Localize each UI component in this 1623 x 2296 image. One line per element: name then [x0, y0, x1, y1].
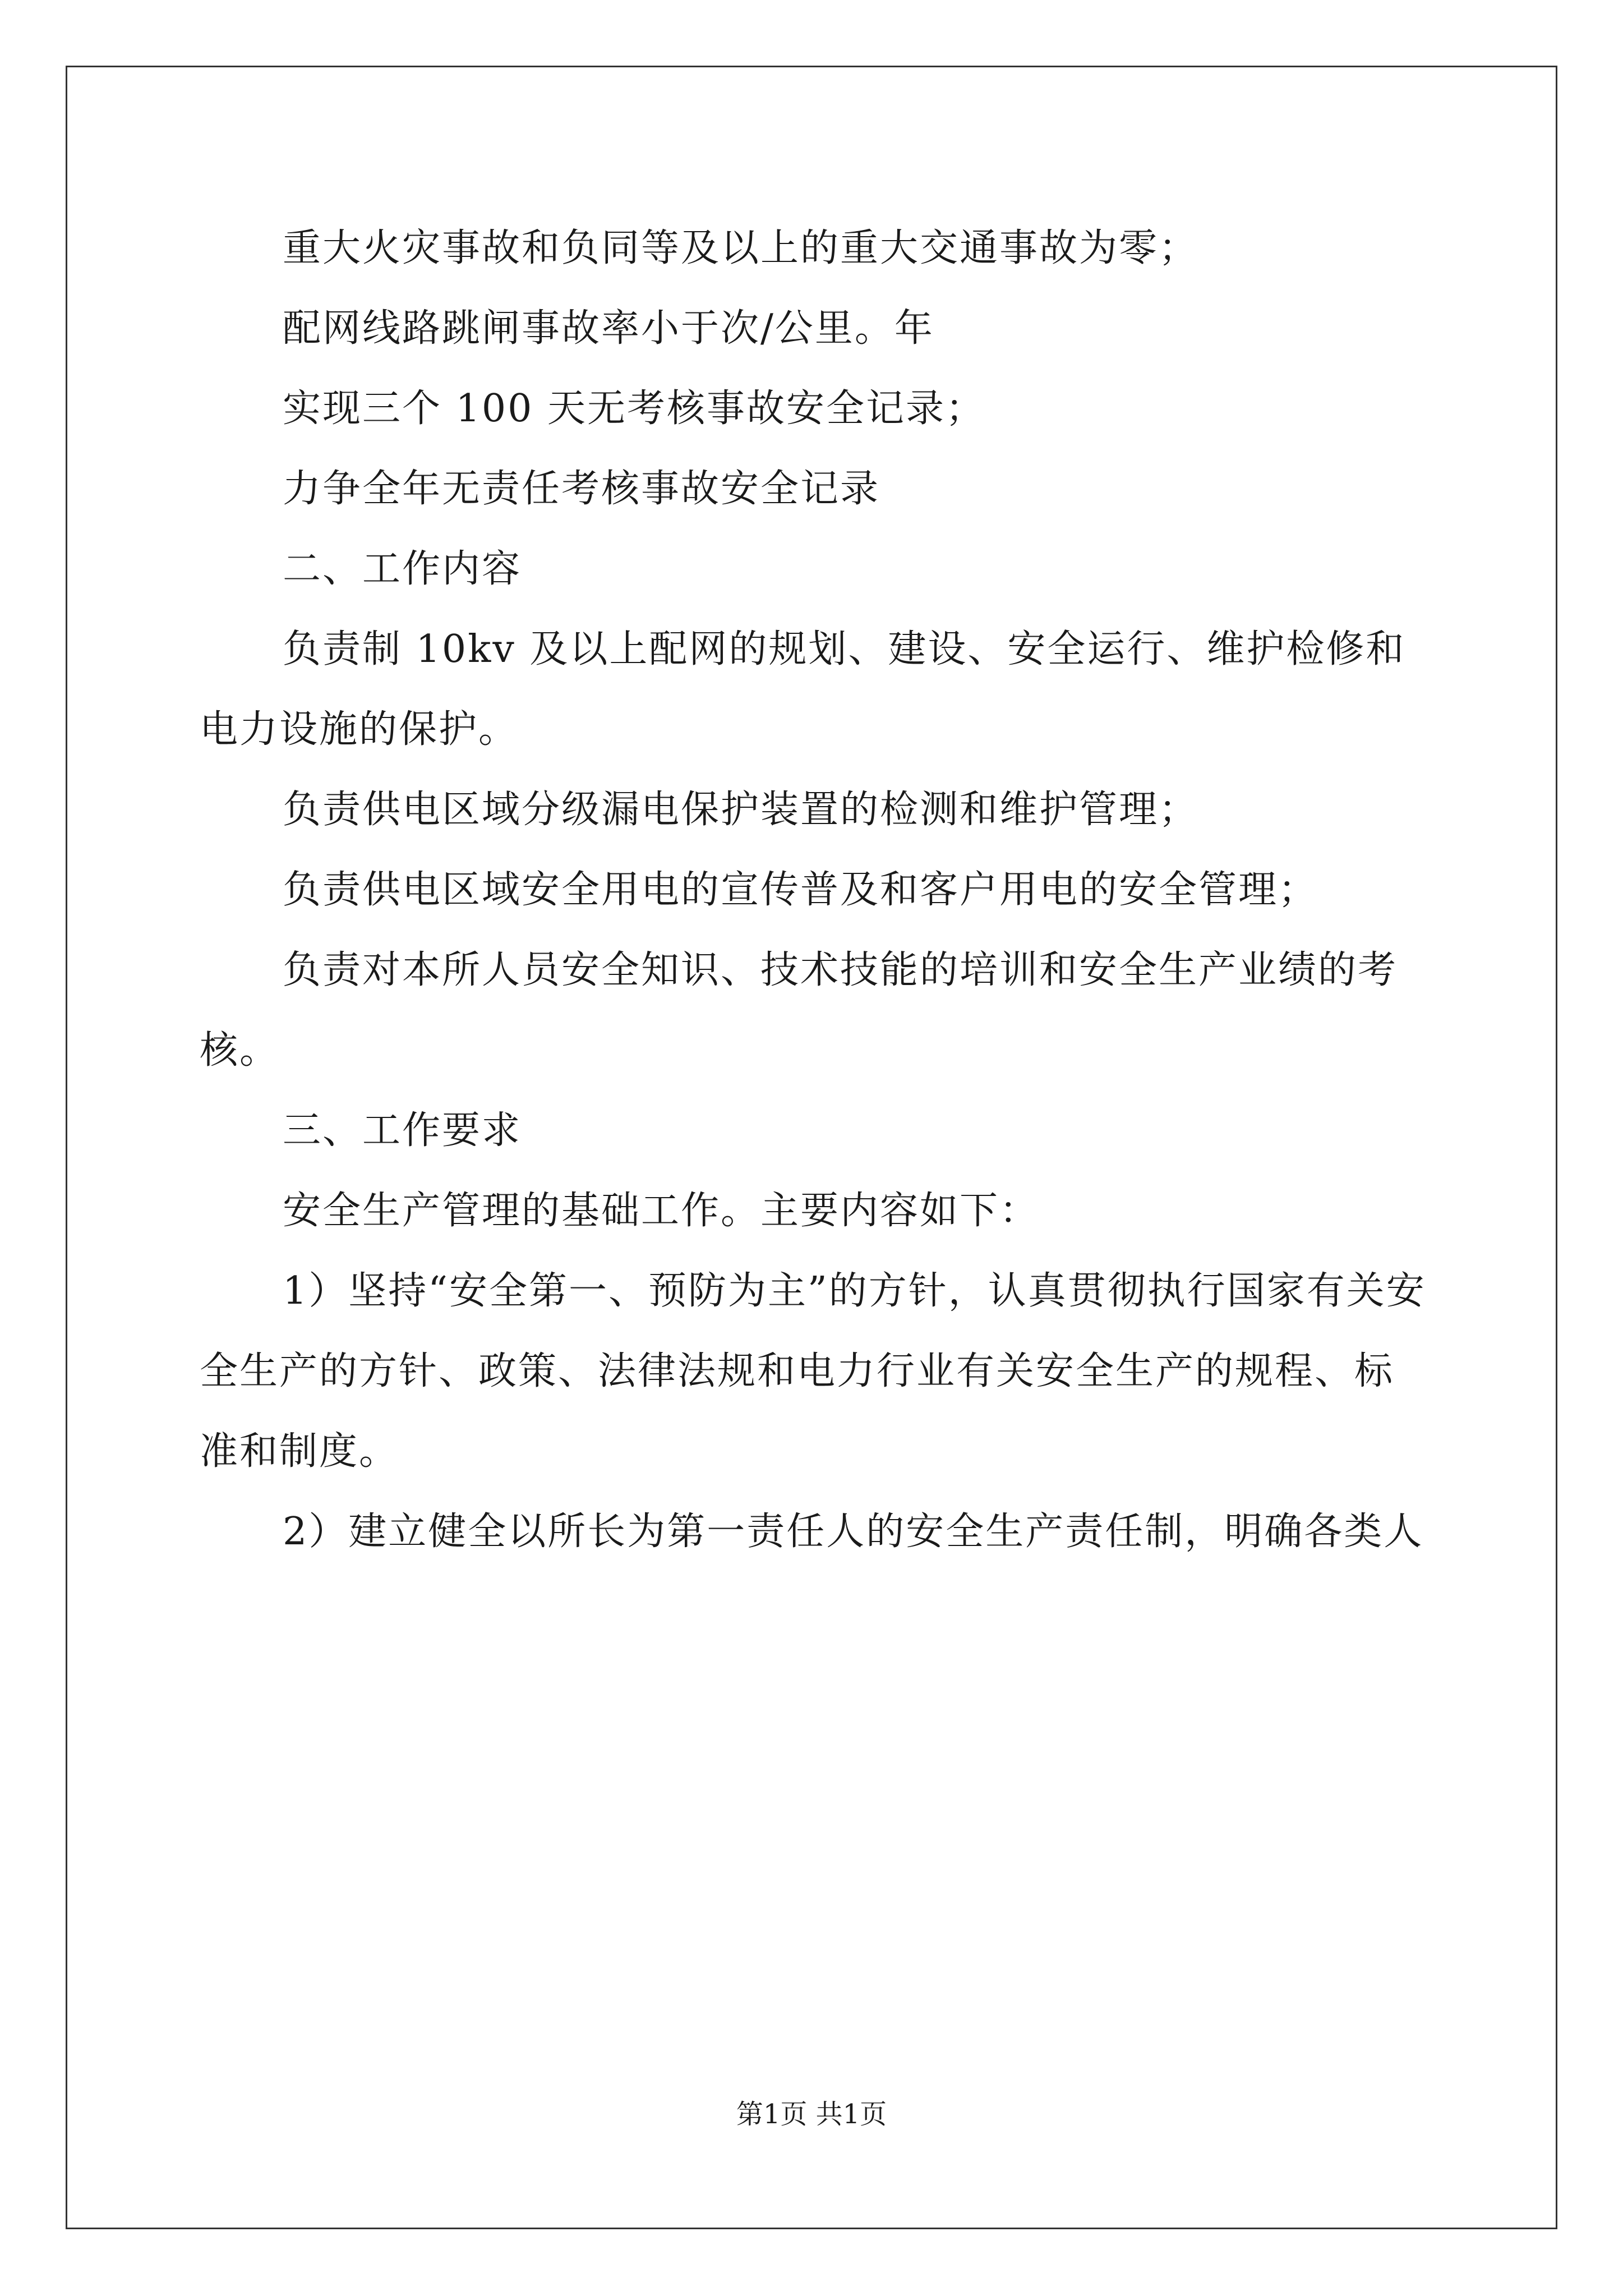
paragraph-2: 配网线路跳闸事故率小于次/公里。年 — [283, 306, 934, 351]
page-number-footer: 第1页 共1页 — [736, 2099, 887, 2130]
paragraph-12: 1）坚持“安全第一、预防为主”的方针，认真贯彻执行国家有关安全生产的方针、政策、法律法规和电力行业有关安全生产的规程、标准和制度。 — [200, 1269, 1426, 1474]
paragraph-9: 负责对本所人员安全知识、技术技能的培训和安全生产业绩的考核。 — [200, 948, 1398, 1073]
paragraph-13: 2）建立健全以所长为第一责任人的安全生产责任制，明确各类人 — [283, 1510, 1424, 1554]
paragraph-7: 负责供电区域分级漏电保护装置的检测和维护管理； — [283, 788, 1199, 832]
paragraph-8: 负责供电区域安全用电的宣传普及和客户用电的安全管理； — [283, 868, 1318, 912]
paragraph-1: 重大火灾事故和负同等及以上的重大交通事故为零； — [283, 226, 1199, 270]
section-heading-2: 二、工作内容 — [283, 547, 522, 591]
paragraph-6: 负责制 10kv 及以上配网的规划、建设、安全运行、维护检修和电力设施的保护。 — [200, 627, 1406, 752]
paragraph-11: 安全生产管理的基础工作。主要内容如下： — [283, 1189, 1040, 1233]
section-heading-3: 三、工作要求 — [283, 1108, 522, 1153]
paragraph-4: 力争全年无责任考核事故安全记录 — [283, 467, 880, 511]
paragraph-3: 实现三个 100 天无考核事故安全记录； — [283, 386, 986, 431]
document-body — [200, 208, 1428, 1572]
